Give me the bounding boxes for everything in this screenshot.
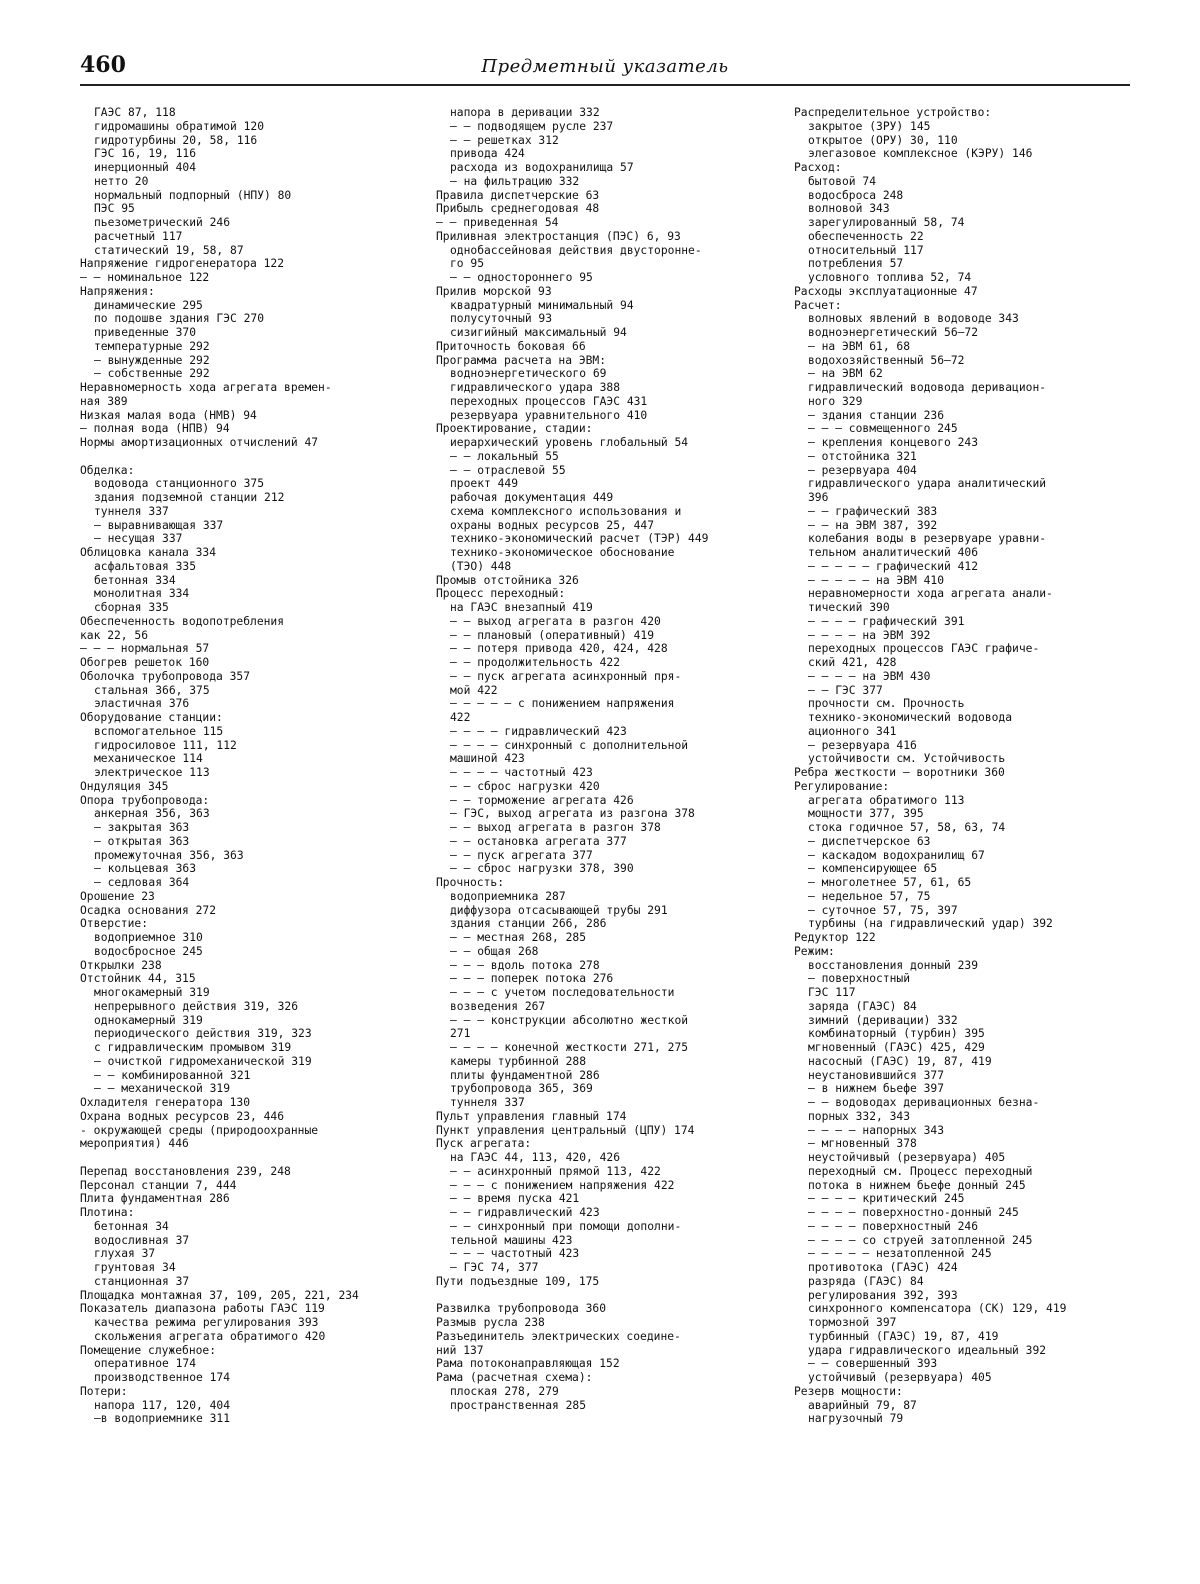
index-subentry: — закрытая 363 — [94, 821, 190, 834]
index-subentry: — очисткой гидромеханической 319 — [94, 1054, 312, 1068]
index-subentry: — — выход агрегата в разгон 420 — [450, 614, 661, 628]
index-subentry: водоприемное 310 — [94, 931, 203, 944]
index-entry: Программа расчета на ЭВМ: — [436, 353, 607, 367]
index-subentry: — — — — — на ЭВМ 410 — [808, 573, 945, 587]
index-subentry: гидравлического удара аналитический — [808, 477, 1047, 491]
index-entry: — полная вода (НПВ) 94 — [80, 422, 230, 436]
index-entry: Показатель диапазона работы ГАЭС 119 — [80, 1302, 325, 1316]
index-subentry: водовода станционного 375 — [94, 477, 265, 491]
index-entry: мероприятия) 446 — [80, 1137, 189, 1151]
index-subentry: мощности 377, 395 — [808, 807, 924, 821]
index-subentry: потока в нижнем бьефе донный 245 — [808, 1178, 1026, 1192]
index-entry: Прибыль среднегодовая 48 — [436, 202, 600, 216]
index-subentry: приведенные 370 — [94, 326, 197, 339]
index-subentry: — выравнивающая 337 — [94, 518, 224, 532]
index-entry: Распределительное устройство: — [794, 106, 992, 119]
index-entry: Расход: — [794, 161, 842, 174]
index-subentry: — — пуск агрегата 377 — [450, 848, 593, 862]
index-entry: - окружающей среды (природоохранные — [80, 1123, 319, 1137]
index-entry: Обеспеченность водопотребления — [80, 614, 285, 628]
index-subentry: трубопровода 365, 369 — [450, 1082, 593, 1096]
index-subentry: схема комплексного использования и — [450, 504, 682, 518]
index-entry: Приливная электростанция (ПЭС) 6, 93 — [436, 229, 681, 243]
index-subentry: — каскадом водохранилищ 67 — [808, 848, 985, 862]
index-subentry: — — — — синхронный с дополнительной — [450, 738, 689, 752]
index-subentry: электрическое 113 — [94, 766, 210, 779]
index-subentry: тельной машины 423 — [450, 1233, 573, 1247]
index-subentry: камеры турбинной 288 — [450, 1054, 587, 1068]
index-subentry: — компенсирующее 65 — [808, 862, 938, 876]
index-subentry: плиты фундаментной 286 — [450, 1068, 600, 1082]
index-subentry: агрегата обратимого 113 — [808, 793, 965, 807]
index-subentry: зарегулированный 58, 74 — [808, 216, 965, 229]
index-subentry: эластичная 376 — [94, 697, 190, 711]
index-subentry: резервуара уравнительного 410 — [450, 408, 648, 422]
index-entry: Процесс переходный: — [436, 587, 566, 601]
index-entry: Редуктор 122 — [794, 931, 876, 944]
index-subentry: диффузора отсасывающей трубы 291 — [450, 903, 668, 917]
index-subentry: пространственная 285 — [450, 1398, 587, 1412]
index-subentry: — на ЭВМ 62 — [808, 367, 883, 381]
index-subentry: обеспеченность 22 — [808, 229, 924, 243]
index-subentry: — в нижнем бьефе 397 — [808, 1082, 945, 1096]
index-subentry: плоская 278, 279 — [450, 1384, 559, 1398]
index-subentry: — — — — — графический 412 — [808, 559, 979, 573]
running-title: Предметный указатель — [481, 56, 729, 77]
index-subentry: рабочая документация 449 — [450, 491, 614, 504]
index-subentry: — — общая 268 — [450, 944, 539, 958]
index-subentry: — — — — — незатопленной 245 — [808, 1247, 992, 1261]
index-subentry: (ТЭО) 448 — [450, 559, 512, 573]
index-subentry: гидросиловое 111, 112 — [94, 738, 237, 752]
index-entry: Низкая малая вода (НМВ) 94 — [80, 408, 257, 422]
index-subentry: — — — — со струей затопленной 245 — [808, 1233, 1033, 1247]
index-subentry: — — ГЭС 377 — [808, 683, 883, 697]
index-entry: Резерв мощности: — [794, 1384, 903, 1398]
index-entry: Отстойник 44, 315 — [80, 972, 196, 986]
index-subentry: — кольцевая 363 — [94, 862, 197, 876]
index-subentry: однобассейновая действия двусторонне- — [450, 243, 702, 257]
index-subentry: — суточное 57, 75, 397 — [808, 903, 958, 917]
index-subentry: — — — с учетом последовательности — [450, 986, 675, 999]
index-subentry: переходных процессов ГАЭС графиче- — [808, 642, 1040, 656]
index-subentry: водноэнергетического 69 — [450, 367, 607, 381]
index-subentry: — — механической 319 — [94, 1082, 231, 1096]
index-subentry: — — — частотный 423 — [450, 1247, 580, 1261]
index-subentry: комбинаторный (турбин) 395 — [808, 1027, 985, 1041]
index-entry: Облицовка канала 334 — [80, 546, 217, 559]
index-subentry: гидротурбины 20, 58, 116 — [94, 133, 258, 147]
index-subentry: —в водоприемнике 311 — [94, 1412, 231, 1426]
index-subentry: здания подземной станции 212 — [94, 491, 285, 504]
index-entry: Открылки 238 — [80, 958, 162, 972]
index-subentry: проект 449 — [450, 477, 519, 491]
index-subentry: ГЭС 117 — [808, 986, 856, 999]
index-subentry: восстановления донный 239 — [808, 958, 979, 972]
index-entry: — — — нормальная 57 — [80, 642, 210, 656]
page-header — [80, 50, 1130, 84]
index-subentry: грунтовая 34 — [94, 1261, 176, 1274]
index-entry: Отверстие: — [80, 917, 149, 931]
index-subentry: — — плановый (оперативный) 419 — [450, 628, 655, 642]
index-entry: Рама (расчетная схема): — [436, 1371, 593, 1384]
index-subentry: турбинный (ГАЭС) 19, 87, 419 — [808, 1329, 999, 1343]
index-subentry: — — — — на ЭВМ 392 — [808, 628, 931, 642]
index-subentry: разряда (ГАЭС) 84 — [808, 1274, 924, 1288]
index-subentry: водосброса 248 — [808, 188, 904, 202]
index-subentry: — поверхностный — [808, 972, 911, 986]
index-subentry: аварийный 79, 87 — [808, 1398, 917, 1412]
index-subentry: бытовой 74 — [808, 174, 877, 188]
index-subentry: ного 329 — [808, 394, 863, 408]
index-subentry: неустойчивый (резервуара) 405 — [808, 1151, 1006, 1164]
index-entry: Разъединитель электрических соедине- — [436, 1329, 681, 1343]
index-subentry: — — синхронный при помощи дополни- — [450, 1219, 682, 1233]
index-subentry: тельном аналитический 406 — [808, 546, 979, 559]
index-entry: Пути подъездные 109, 175 — [436, 1274, 600, 1288]
index-subentry: — — — — конечной жесткости 271, 275 — [450, 1041, 689, 1054]
index-subentry: привода 424 — [450, 147, 525, 161]
index-subentry: — на фильтрацию 332 — [450, 174, 580, 188]
index-subentry: — — гидравлический 423 — [450, 1206, 600, 1219]
index-subentry: переходный см. Процесс переходный — [808, 1164, 1033, 1178]
index-entry: Пульт управления главный 174 — [436, 1109, 627, 1123]
index-subentry: ГЭС 16, 19, 116 — [94, 147, 197, 161]
index-entry: Прочность: — [436, 876, 505, 889]
index-subentry: — — продолжительность 422 — [450, 656, 621, 669]
index-subentry: устойчивости см. Устойчивость — [808, 752, 1006, 766]
index-entry: Плотина: — [80, 1206, 135, 1219]
index-subentry: — седловая 364 — [94, 876, 190, 889]
index-subentry: — резервуара 416 — [808, 738, 917, 752]
index-entry: Перепад восстановления 239, 248 — [80, 1164, 291, 1178]
index-subentry: вспомогательное 115 — [94, 724, 224, 738]
index-entry: Персонал станции 7, 444 — [80, 1178, 237, 1192]
index-subentry: — недельное 57, 75 — [808, 889, 931, 903]
index-subentry: здания станции 266, 286 — [450, 917, 607, 931]
index-entry: Пуск агрегата: — [436, 1137, 532, 1151]
index-subentry: нетто 20 — [94, 174, 149, 188]
index-subentry: по подошве здания ГЭС 270 — [94, 312, 265, 326]
index-subentry: — — подводящем русле 237 — [450, 119, 614, 133]
index-subentry: расчетный 117 — [94, 229, 183, 243]
index-subentry: колебания воды в резервуаре уравни- — [808, 532, 1047, 546]
index-entry: Потери: — [80, 1384, 128, 1398]
index-entry: Обделка: — [80, 463, 135, 477]
index-subentry: напора в деривации 332 — [450, 106, 600, 119]
index-subentry: оперативное 174 — [94, 1357, 197, 1371]
index-subentry: асфальтовая 335 — [94, 559, 197, 573]
index-subentry: — — отраслевой 55 — [450, 463, 566, 477]
index-subentry: порных 332, 343 — [808, 1109, 911, 1123]
index-subentry: — — — — — с понижением напряжения — [450, 697, 675, 711]
index-subentry: водноэнергетический 56—72 — [808, 326, 979, 339]
index-subentry: — — комбинированной 321 — [94, 1068, 251, 1082]
index-subentry: — — сброс нагрузки 420 — [450, 779, 600, 793]
index-subentry: — — торможение агрегата 426 — [450, 793, 634, 807]
index-subentry: 422 — [450, 711, 471, 724]
index-subentry: бетонная 34 — [94, 1219, 169, 1233]
index-subentry: — — выход агрегата в разгон 378 — [450, 821, 661, 834]
index-subentry: гидромашины обратимой 120 — [94, 119, 265, 133]
index-subentry: анкерная 356, 363 — [94, 807, 210, 821]
index-subentry: неустановившийся 377 — [808, 1068, 945, 1082]
index-subentry: технико-экономический расчет (ТЭР) 449 — [450, 532, 709, 546]
index-subentry: — отстойника 321 — [808, 449, 917, 463]
index-subentry: напора 117, 120, 404 — [94, 1398, 231, 1412]
index-entry: Приточность боковая 66 — [436, 339, 586, 353]
index-subentry: условного топлива 52, 74 — [808, 271, 972, 284]
index-subentry: — — графический 383 — [808, 504, 938, 518]
index-subentry: бетонная 334 — [94, 573, 176, 587]
index-subentry: — — одностороннего 95 — [450, 271, 593, 284]
index-subentry: потребления 57 — [808, 257, 904, 271]
index-entry: Помещение служебное: — [80, 1343, 217, 1357]
index-column-1 — [80, 106, 416, 1426]
index-subentry: переходных процессов ГАЭС 431 — [450, 394, 648, 408]
index-subentry: однокамерный 319 — [94, 1013, 203, 1027]
index-subentry: машиной 423 — [450, 752, 525, 766]
index-subentry: периодического действия 319, 323 — [94, 1027, 312, 1041]
index-subentry: ский 421, 428 — [808, 656, 897, 669]
index-subentry: — — остановка агрегата 377 — [450, 834, 627, 848]
index-subentry: устойчивый (резервуара) 405 — [808, 1371, 992, 1384]
index-subentry: — — местная 268, 285 — [450, 931, 587, 944]
index-subentry: — диспетчерское 63 — [808, 834, 931, 848]
index-subentry: квадратурный минимальный 94 — [450, 298, 634, 312]
index-entry: Пункт управления центральный (ЦПУ) 174 — [436, 1123, 695, 1137]
index-entry: Развилка трубопровода 360 — [436, 1302, 607, 1316]
index-subentry: — здания станции 236 — [808, 408, 945, 422]
index-gap — [436, 1289, 774, 1303]
index-subentry: зимний (деривации) 332 — [808, 1013, 958, 1027]
index-entry: Правила диспетчерские 63 — [436, 188, 600, 202]
index-subentry: промежуточная 356, 363 — [94, 848, 244, 862]
index-entry: Размыв русла 238 — [436, 1316, 545, 1329]
index-subentry: открытое (ОРУ) 30, 110 — [808, 133, 958, 147]
index-entry: Проектирование, стадии: — [436, 422, 593, 436]
index-subentry: станционная 37 — [94, 1274, 190, 1288]
index-subentry: — — сброс нагрузки 378, 390 — [450, 862, 634, 876]
index-subentry: — несущая 337 — [94, 532, 183, 546]
index-entry: Охрана водных ресурсов 23, 446 — [80, 1109, 285, 1123]
index-subentry: насосный (ГАЭС) 19, 87, 419 — [808, 1054, 992, 1068]
index-subentry: синхронного компенсатора (СК) 129, 419 — [808, 1302, 1067, 1316]
index-subentry: — ГЭС, выход агрегата из разгона 378 — [450, 807, 695, 821]
index-subentry: ационного 341 — [808, 724, 897, 738]
index-subentry: элегазовое комплексное (КЭРУ) 146 — [808, 147, 1033, 161]
index-subentry: сборная 335 — [94, 601, 169, 614]
index-entry: Охладителя генератора 130 — [80, 1096, 251, 1109]
index-subentry: инерционный 404 — [94, 161, 197, 174]
index-subentry: закрытое (ЗРУ) 145 — [808, 119, 931, 133]
index-subentry: полусуточный 93 — [450, 312, 553, 326]
index-subentry: водосбросное 245 — [94, 944, 203, 958]
index-subentry: 271 — [450, 1027, 471, 1041]
index-subentry: — — — — напорных 343 — [808, 1123, 945, 1137]
index-entry: как 22, 56 — [80, 628, 149, 642]
index-entry: Ребра жесткости — воротники 360 — [794, 766, 1005, 779]
index-subentry: — открытая 363 — [94, 834, 190, 848]
index-subentry: — резервуара 404 — [808, 463, 917, 477]
index-subentry: возведения 267 — [450, 999, 546, 1013]
index-subentry: — — на ЭВМ 387, 392 — [808, 518, 938, 532]
index-subentry: нормальный подпорный (НПУ) 80 — [94, 188, 292, 202]
index-column-3 — [794, 106, 1134, 1426]
index-entry: Обогрев решеток 160 — [80, 656, 210, 669]
index-subentry: непрерывного действия 319, 326 — [94, 999, 299, 1013]
index-subentry: водосливная 37 — [94, 1233, 190, 1247]
index-subentry: стока годичное 57, 58, 63, 74 — [808, 821, 1006, 834]
index-subentry: механическое 114 — [94, 752, 203, 766]
index-subentry: — — — — поверхностно-донный 245 — [808, 1206, 1019, 1219]
index-subentry: регулирования 392, 393 — [808, 1288, 958, 1302]
index-subentry: ГАЭС 87, 118 — [94, 106, 176, 119]
index-subentry: гидравлического удара 388 — [450, 381, 621, 394]
index-subentry: мой 422 — [450, 683, 498, 697]
index-subentry: — — асинхронный прямой 113, 422 — [450, 1164, 661, 1178]
index-entry: Опора трубопровода: — [80, 793, 210, 807]
index-subentry: глухая 37 — [94, 1247, 156, 1261]
index-entry: Рама потоконаправляющая 152 — [436, 1357, 620, 1371]
index-subentry: — вынужденные 292 — [94, 353, 210, 367]
index-entry: Оборудование станции: — [80, 711, 223, 724]
index-subentry: тормозной 397 — [808, 1316, 897, 1329]
index-subentry: — крепления концевого 243 — [808, 436, 979, 449]
index-subentry: многокамерный 319 — [94, 986, 210, 999]
index-subentry: иерархический уровень глобальный 54 — [450, 436, 689, 449]
index-subentry: скольжения агрегата обратимого 420 — [94, 1329, 326, 1343]
index-entry: Напряжения: — [80, 284, 155, 298]
index-subentry: неравномерности хода агрегата анали- — [808, 587, 1053, 601]
index-subentry: — — пуск агрегата асинхронный пря- — [450, 669, 682, 683]
index-subentry: расхода из водохранилища 57 — [450, 161, 634, 174]
index-subentry: 396 — [808, 491, 829, 504]
index-subentry: технико-экономическое обоснование — [450, 546, 675, 559]
index-entry: — — номинальное 122 — [80, 271, 210, 284]
index-subentry: — — — — поверхностный 246 — [808, 1219, 979, 1233]
index-entry: Промыв отстойника 326 — [436, 573, 579, 587]
index-subentry: — — — — критический 245 — [808, 1192, 965, 1206]
index-subentry: — — — совмещенного 245 — [808, 422, 958, 436]
index-entry: Прилив морской 93 — [436, 284, 552, 298]
index-entry: Расчет: — [794, 298, 842, 312]
index-subentry: — на ЭВМ 61, 68 — [808, 339, 911, 353]
index-gap — [80, 450, 416, 464]
index-subentry: водохозяйственный 56—72 — [808, 353, 965, 367]
index-subentry: волновых явлений в водоводе 343 — [808, 312, 1019, 326]
index-entry: Неравномерность хода агрегата времен- — [80, 381, 332, 394]
index-subentry: — — совершенный 393 — [808, 1357, 938, 1371]
index-gap — [80, 1151, 416, 1165]
index-subentry: — — — — частотный 423 — [450, 766, 593, 779]
index-entry: — — приведенная 54 — [436, 216, 559, 229]
index-subentry: — — решетках 312 — [450, 133, 559, 147]
index-subentry: — — время пуска 421 — [450, 1192, 580, 1206]
index-subentry: мгновенный (ГАЭС) 425, 429 — [808, 1041, 985, 1054]
index-subentry: с гидравлическим промывом 319 — [94, 1041, 292, 1054]
index-subentry: температурные 292 — [94, 339, 210, 353]
index-subentry: динамические 295 — [94, 298, 203, 312]
index-subentry: статический 19, 58, 87 — [94, 243, 244, 257]
index-subentry: — ГЭС 74, 377 — [450, 1261, 539, 1274]
index-subentry: качества режима регулирования 393 — [94, 1316, 319, 1329]
index-entry: ний 137 — [436, 1343, 484, 1357]
index-subentry: — — — с понижением напряжения 422 — [450, 1178, 675, 1192]
index-subentry: охраны водных ресурсов 25, 447 — [450, 518, 655, 532]
index-subentry: ПЭС 95 — [94, 202, 135, 216]
index-entry: ная 389 — [80, 394, 128, 408]
index-subentry: туннеля 337 — [450, 1096, 525, 1109]
index-subentry: пьезометрический 246 — [94, 216, 231, 229]
index-subentry: относительный 117 — [808, 243, 924, 257]
index-subentry: нагрузочный 79 — [808, 1412, 904, 1426]
index-subentry: стальная 366, 375 — [94, 683, 210, 697]
index-subentry: — многолетнее 57, 61, 65 — [808, 876, 972, 889]
index-entry: Оболочка трубопровода 357 — [80, 669, 251, 683]
index-subentry: — — — — графический 391 — [808, 614, 965, 628]
index-subentry: технико-экономический водовода — [808, 711, 1013, 724]
index-subentry: — мгновенный 378 — [808, 1137, 917, 1151]
index-subentry: — — — вдоль потока 278 — [450, 958, 600, 972]
index-subentry: на ГАЭС 44, 113, 420, 426 — [450, 1151, 621, 1164]
index-subentry: тический 390 — [808, 601, 890, 614]
index-subentry: — — — — на ЭВМ 430 — [808, 669, 931, 683]
page-number: 460 — [80, 52, 126, 78]
index-entry: Ондуляция 345 — [80, 779, 169, 793]
index-entry: Площадка монтажная 37, 109, 205, 221, 234 — [80, 1288, 359, 1302]
index-subentry: монолитная 334 — [94, 587, 190, 601]
index-column-2 — [436, 106, 774, 1412]
index-entry: Осадка основания 272 — [80, 903, 217, 917]
index-subentry: гидравлический водовода деривацион- — [808, 381, 1047, 394]
index-entry: Напряжение гидрогенератора 122 — [80, 257, 285, 271]
index-subentry: противотока (ГАЭС) 424 — [808, 1261, 958, 1274]
index-subentry: удара гидравлического идеальный 392 — [808, 1343, 1047, 1357]
index-entry: Нормы амортизационных отчислений 47 — [80, 436, 319, 449]
header-rule — [80, 84, 1130, 86]
index-entry: Регулирование: — [794, 779, 890, 793]
index-entry: Расходы эксплуатационные 47 — [794, 284, 978, 298]
index-subentry: туннеля 337 — [94, 504, 169, 518]
index-entry: Орошение 23 — [80, 889, 155, 903]
index-entry: Плита фундаментная 286 — [80, 1192, 230, 1206]
index-subentry: — — потеря привода 420, 424, 428 — [450, 642, 668, 656]
index-subentry: на ГАЭС внезапный 419 — [450, 601, 593, 614]
index-subentry: — — — конструкции абсолютно жесткой — [450, 1013, 689, 1027]
index-subentry: — — — — гидравлический 423 — [450, 724, 627, 738]
index-subentry: — — — поперек потока 276 — [450, 972, 614, 986]
index-subentry: турбины (на гидравлический удар) 392 — [808, 917, 1053, 931]
index-entry: Режим: — [794, 944, 835, 958]
index-subentry: волновой 343 — [808, 202, 890, 216]
index-subentry: — — локальный 55 — [450, 449, 559, 463]
index-subentry: — собственные 292 — [94, 367, 210, 381]
index-subentry: водоприемника 287 — [450, 889, 566, 903]
index-subentry: — — водоводах деривационных безна- — [808, 1096, 1040, 1109]
index-subentry: производственное 174 — [94, 1371, 231, 1384]
index-subentry: го 95 — [450, 257, 485, 271]
index-subentry: прочности см. Прочность — [808, 697, 965, 711]
index-subentry: сизигийный максимальный 94 — [450, 326, 627, 339]
index-subentry: зарядa (ГАЭС) 84 — [808, 999, 917, 1013]
